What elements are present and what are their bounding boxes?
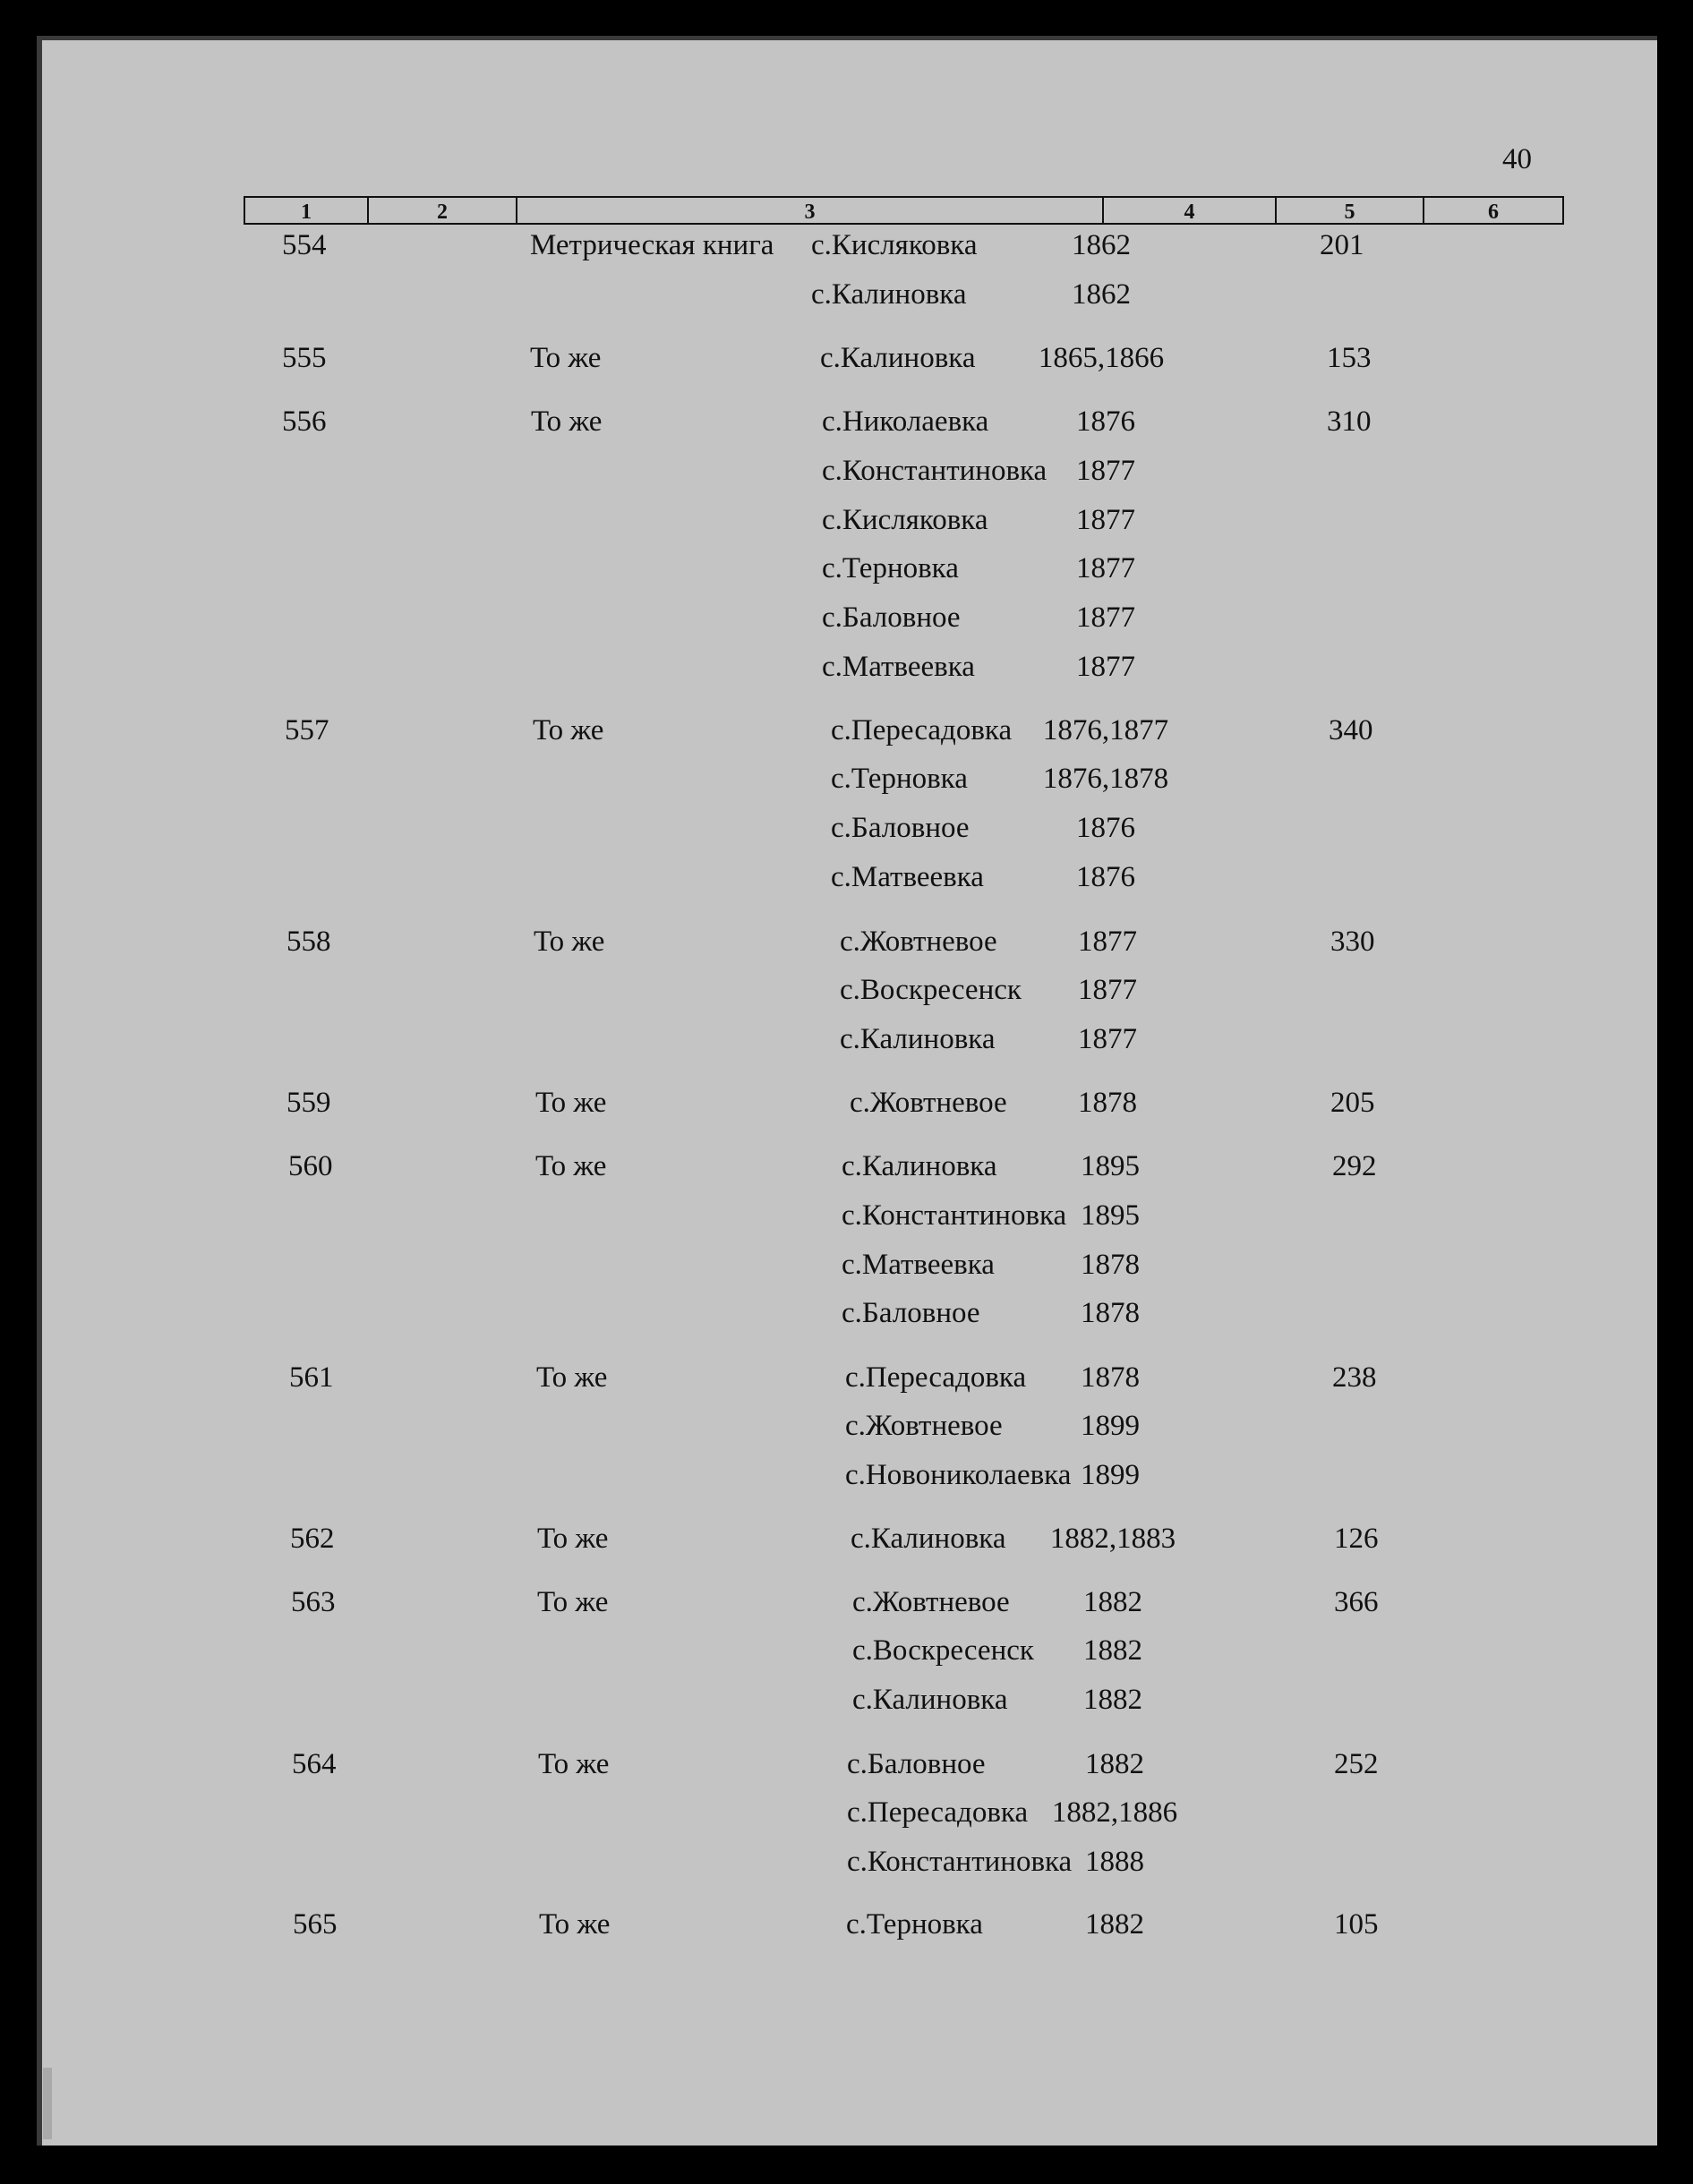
- column-header-1: 1: [245, 198, 369, 223]
- column-header-2: 2: [369, 198, 517, 223]
- column-header-row: [244, 196, 1564, 225]
- entry-place: с.Калиновка: [852, 1684, 1008, 1716]
- entry-years: 1888: [1085, 1846, 1144, 1878]
- entry-number: 559: [286, 1087, 331, 1119]
- entry-years: 1877: [1076, 455, 1135, 487]
- column-header-6: 6: [1488, 200, 1499, 224]
- entry-years: 1882: [1083, 1586, 1142, 1618]
- entry-years: 1865,1866: [1038, 342, 1165, 374]
- entry-sheets: 292: [1332, 1150, 1377, 1182]
- entry-place: с.Воскресенск: [840, 974, 1022, 1006]
- entry-title: То же: [530, 342, 602, 374]
- entry-years: 1877: [1076, 552, 1135, 584]
- entry-sheets: 310: [1327, 405, 1372, 438]
- entry-place: с.Баловное: [847, 1748, 986, 1780]
- entry-place: с.Константиновка: [847, 1846, 1073, 1878]
- entry-sheets: 201: [1320, 229, 1364, 261]
- entry-years: 1882: [1085, 1908, 1144, 1941]
- column-header-4: 4: [1104, 198, 1277, 223]
- entry-place: с.Кисляковка: [811, 229, 978, 261]
- entry-sheets: 126: [1334, 1523, 1379, 1555]
- entry-place: с.Жовтневое: [850, 1087, 1007, 1119]
- column-header-3: 3: [517, 198, 1104, 223]
- entry-number: 565: [293, 1908, 338, 1941]
- entry-place: с.Калиновка: [840, 1023, 996, 1055]
- entry-place: с.Баловное: [842, 1297, 980, 1329]
- entry-years: 1895: [1081, 1150, 1140, 1182]
- entry-title: То же: [537, 1523, 609, 1555]
- entry-sheets: 205: [1330, 1087, 1375, 1119]
- entry-place: с.Калиновка: [811, 278, 967, 311]
- entry-place: с.Жовтневое: [852, 1586, 1010, 1618]
- entry-place: с.Терновка: [846, 1908, 983, 1941]
- entry-number: 562: [290, 1523, 335, 1555]
- entry-years: 1877: [1076, 651, 1135, 683]
- entry-years: 1878: [1078, 1087, 1137, 1119]
- entry-place: с.Пересадовка: [845, 1361, 1027, 1394]
- entry-years: 1876: [1076, 861, 1135, 893]
- entry-sheets: 153: [1327, 342, 1372, 374]
- entry-place: с.Жовтневое: [845, 1410, 1003, 1442]
- entry-title: Метрическая книга: [530, 229, 774, 261]
- entry-years: 1862: [1072, 278, 1131, 311]
- page-number: 40: [1502, 143, 1532, 175]
- entry-title: То же: [535, 1087, 607, 1119]
- entry-years: 1877: [1076, 601, 1135, 634]
- entry-years: 1882,1886: [1051, 1796, 1178, 1829]
- entry-number: 560: [288, 1150, 333, 1182]
- entry-number: 563: [291, 1586, 336, 1618]
- entry-number: 561: [289, 1361, 334, 1394]
- entry-place: с.Кисляковка: [822, 504, 988, 536]
- entry-title: То же: [537, 1586, 609, 1618]
- entry-title: То же: [538, 1748, 610, 1780]
- entry-place: с.Матвеевка: [822, 651, 975, 683]
- entry-place: с.Пересадовка: [831, 714, 1013, 746]
- entry-title: То же: [533, 714, 604, 746]
- entry-sheets: 340: [1329, 714, 1373, 746]
- entry-years: 1876: [1076, 405, 1135, 438]
- entry-years: 1895: [1081, 1199, 1140, 1232]
- entry-title: То же: [539, 1908, 611, 1941]
- entry-number: 557: [285, 714, 329, 746]
- entry-years: 1878: [1081, 1297, 1140, 1329]
- entry-place: с.Новониколаевка: [845, 1459, 1072, 1491]
- entry-years: 1882: [1083, 1634, 1142, 1667]
- entry-place: с.Николаевка: [822, 405, 989, 438]
- entry-title: То же: [535, 1150, 607, 1182]
- entry-title: То же: [531, 405, 603, 438]
- entry-title: То же: [534, 926, 605, 958]
- entry-number: 555: [282, 342, 327, 374]
- entry-years: 1862: [1072, 229, 1131, 261]
- entry-place: с.Константиновка: [822, 455, 1047, 487]
- entry-place: с.Матвеевка: [842, 1249, 995, 1281]
- entry-place: с.Жовтневое: [840, 926, 997, 958]
- entry-place: с.Калиновка: [820, 342, 976, 374]
- entry-number: 558: [286, 926, 331, 958]
- entry-years: 1877: [1076, 504, 1135, 536]
- entry-place: с.Калиновка: [851, 1523, 1006, 1555]
- entry-place: с.Баловное: [822, 601, 961, 634]
- entry-years: 1882,1883: [1049, 1523, 1176, 1555]
- entry-years: 1876,1877: [1042, 714, 1169, 746]
- entry-years: 1882: [1083, 1684, 1142, 1716]
- column-header-5: 5: [1277, 198, 1424, 223]
- entry-years: 1877: [1078, 974, 1137, 1006]
- entry-years: 1876: [1076, 812, 1135, 844]
- entry-place: с.Матвеевка: [831, 861, 984, 893]
- entry-years: 1877: [1078, 926, 1137, 958]
- entry-place: с.Терновка: [831, 763, 968, 795]
- entry-place: с.Баловное: [831, 812, 970, 844]
- entry-years: 1878: [1081, 1249, 1140, 1281]
- entry-sheets: 366: [1334, 1586, 1379, 1618]
- entry-place: с.Терновка: [822, 552, 959, 584]
- entry-years: 1882: [1085, 1748, 1144, 1780]
- entry-years: 1878: [1081, 1361, 1140, 1394]
- entry-sheets: 330: [1330, 926, 1375, 958]
- entry-number: 554: [282, 229, 327, 261]
- entry-sheets: 252: [1334, 1748, 1379, 1780]
- entry-sheets: 238: [1332, 1361, 1377, 1394]
- entry-place: с.Воскресенск: [852, 1634, 1034, 1667]
- entry-number: 564: [292, 1748, 337, 1780]
- entry-number: 556: [282, 405, 327, 438]
- entry-title: То же: [536, 1361, 608, 1394]
- entry-years: 1876,1878: [1042, 763, 1169, 795]
- entry-years: 1899: [1081, 1459, 1140, 1491]
- entry-years: 1899: [1081, 1410, 1140, 1442]
- entry-place: с.Константиновка: [842, 1199, 1067, 1232]
- entry-place: с.Пересадовка: [847, 1796, 1029, 1829]
- entry-sheets: 105: [1334, 1908, 1379, 1941]
- page-edge: [43, 2068, 52, 2139]
- entry-place: с.Калиновка: [842, 1150, 997, 1182]
- entry-years: 1877: [1078, 1023, 1137, 1055]
